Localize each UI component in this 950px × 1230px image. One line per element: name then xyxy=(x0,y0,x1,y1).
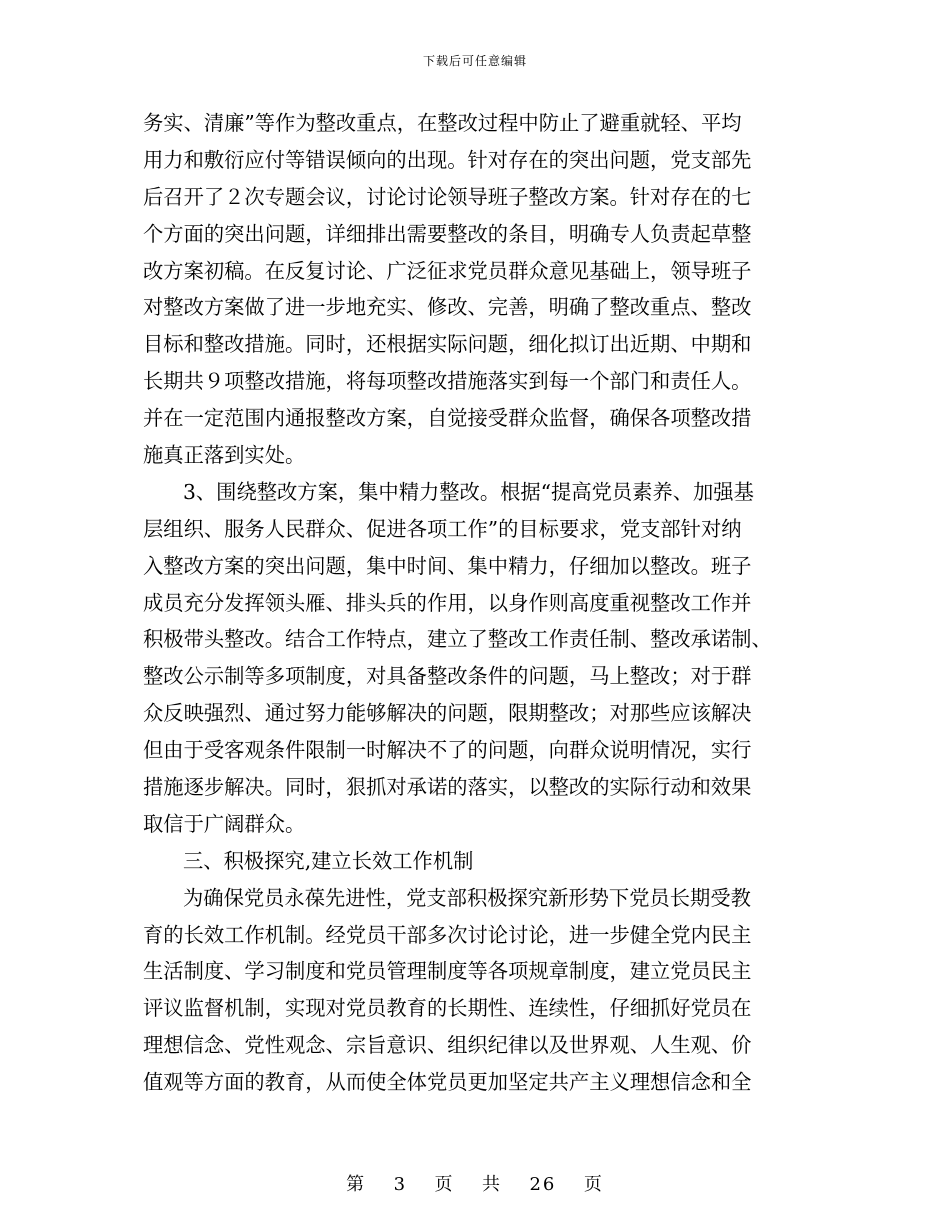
current-page-number: 3 xyxy=(393,1174,408,1195)
text-line: 评议监督机制，实现对党员教育的长期性、连续性，仔细抓好党员在 xyxy=(143,996,752,1021)
document-body xyxy=(143,105,799,1101)
text-line: 生活制度、学习制度和党员管理制度等各项规章制度，建立党员民主 xyxy=(143,959,752,984)
text-line: 入整改方案的突出问题，集中时间、集中精力，仔细加以整改。班子 xyxy=(143,553,752,578)
heading-line: 三、积极探究,建立长效工作机制 xyxy=(183,848,474,873)
page-header: 下载后可任意编辑 xyxy=(422,54,527,68)
text-line: 3、围绕整改方案，集中精力整改。根据“提高党员素养、加强基 xyxy=(183,479,754,504)
paragraph xyxy=(143,105,799,474)
footer-prefix: 第 xyxy=(346,1174,367,1195)
page-footer xyxy=(0,1170,950,1196)
text-line: 长期共９项整改措施，将每项整改措施落实到每一个部门和责任人。 xyxy=(143,369,752,394)
paragraph xyxy=(143,880,799,1101)
footer-suffix: 页 xyxy=(583,1174,604,1195)
text-line: 用力和敷衍应付等错误倾向的出现。针对存在的突出问题，党支部先 xyxy=(143,147,752,172)
text-line: 育的长效工作机制。经党员干部多次讨论讨论，进一步健全党内民主 xyxy=(143,922,752,947)
text-line: 目标和整改措施。同时，还根据实际问题，细化拟订出近期、中期和 xyxy=(143,332,752,357)
text-line: 改方案初稿。在反复讨论、广泛征求党员群众意见基础上，领导班子 xyxy=(143,258,752,283)
text-line: 取信于广阔群众。 xyxy=(143,811,306,836)
text-line: 众反映强烈、通过努力能够解决的问题，限期整改；对那些应该解决 xyxy=(143,701,752,726)
text-line: 成员充分发挥领头雁、排头兵的作用，以身作则高度重视整改工作并 xyxy=(143,590,752,615)
footer-page-label: 页 xyxy=(434,1174,455,1195)
footer-total-label: 共 xyxy=(482,1174,502,1195)
total-pages-number: 26 xyxy=(529,1174,557,1195)
text-line: 务实、清廉”等作为整改重点，在整改过程中防止了避重就轻、平均 xyxy=(143,111,742,135)
text-line: 层组织、服务人民群众、促进各项工作”的目标要求，党支部针对纳 xyxy=(143,516,742,541)
text-line: 施真正落到实处。 xyxy=(143,443,306,468)
text-line: 并在一定范围内通报整改方案，自觉接受群众监督，确保各项整改措 xyxy=(143,406,752,431)
text-line: 理想信念、党性观念、宗旨意识、组织纪律以及世界观、人生观、价 xyxy=(143,1033,752,1058)
text-line: 后召开了２次专题会议，讨论讨论领导班子整改方案。针对存在的七 xyxy=(143,184,752,209)
text-line: 整改公示制等多项制度，对具备整改条件的问题，马上整改；对于群 xyxy=(143,664,752,689)
text-line: 为确保党员永葆先进性，党支部积极探究新形势下党员长期受教 xyxy=(183,885,751,910)
text-line: 值观等方面的教育，从而使全体党员更加坚定共产主义理想信念和全 xyxy=(143,1070,752,1095)
text-line: 措施逐步解决。同时，狠抓对承诺的落实，以整改的实际行动和效果 xyxy=(143,775,752,800)
text-line: 但由于受客观条件限制一时解决不了的问题，向群众说明情况，实行 xyxy=(143,738,752,763)
text-line: 积极带头整改。结合工作特点，建立了整改工作责任制、整改承诺制、 xyxy=(143,627,772,652)
text-line: 对整改方案做了进一步地充实、修改、完善，明确了整改重点、整改 xyxy=(143,295,752,320)
text-line: 个方面的突出问题，详细排出需要整改的条目，明确专人负责起草整 xyxy=(143,221,752,246)
section-heading xyxy=(143,843,799,880)
paragraph xyxy=(143,474,799,843)
